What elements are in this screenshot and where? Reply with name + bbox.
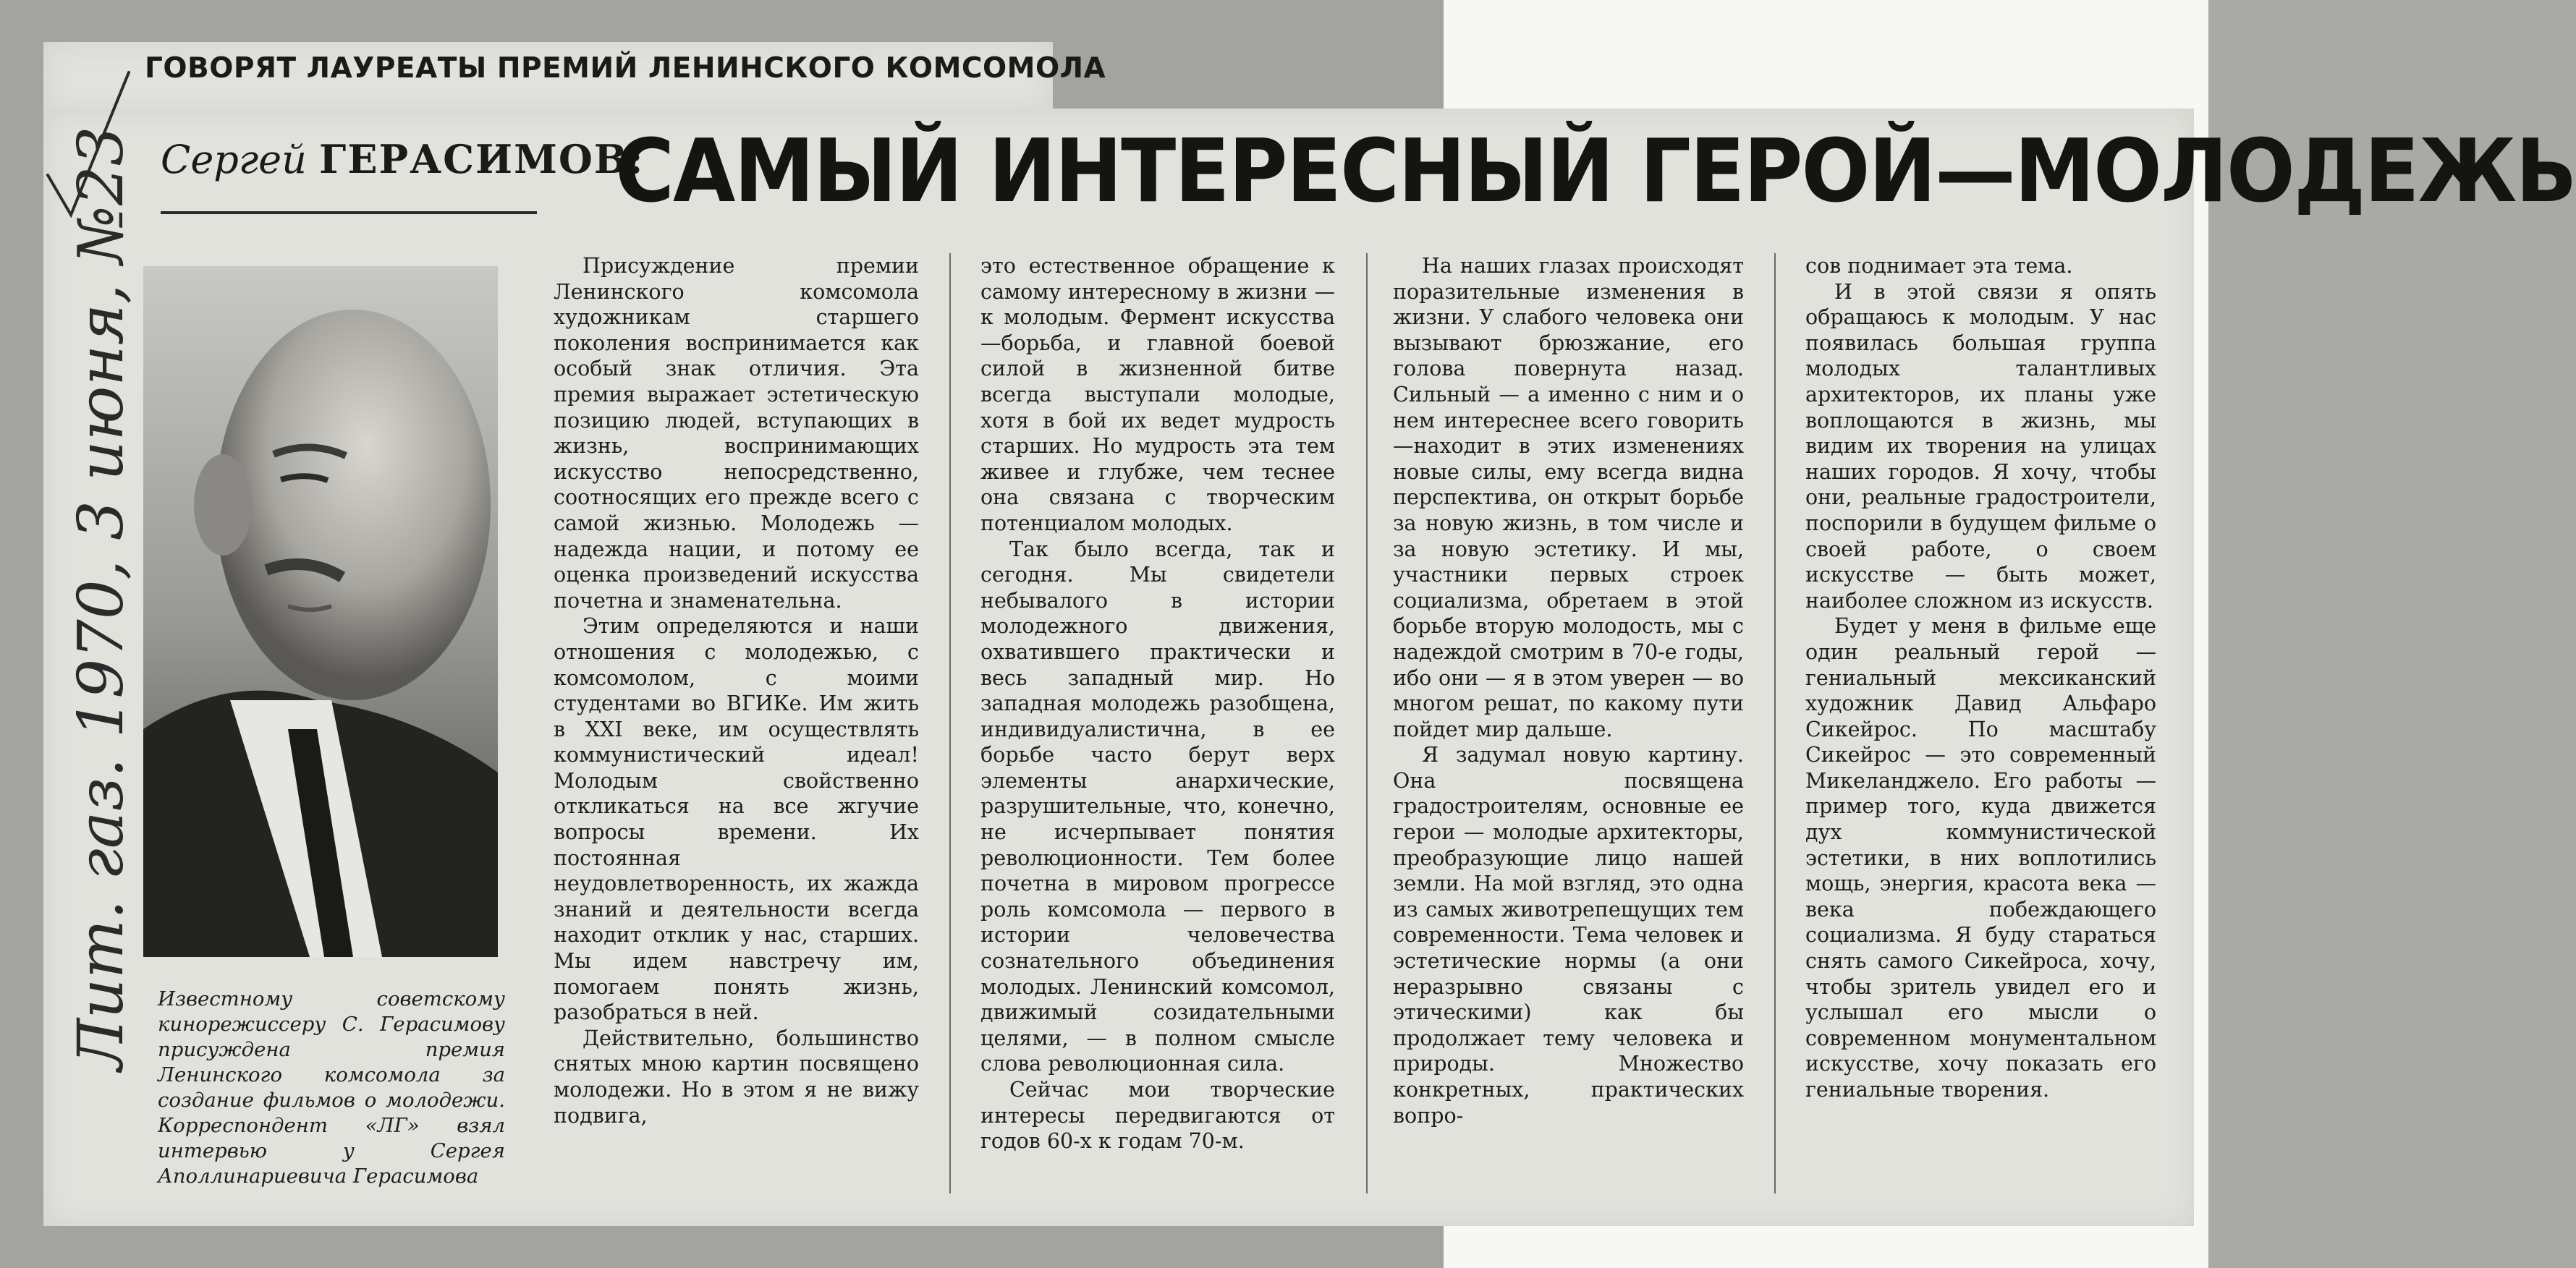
photo-caption: Известному советскому кинорежиссеру С. Герасимову присуждена премия Ленинского комсомола за создание фильмов о молодежи. Корреспондент «ЛГ» взял интервью у Сергея Аполлинариевича Герасимова [158, 987, 505, 1188]
article-headline: САМЫЙ ИНТЕРЕСНЫЙ ГЕРОЙ—МОЛОДЕЖЬ [615, 122, 2576, 222]
paragraph: Будет у меня в фильме еще один реальный герой — гениальный мексиканский художник Давид Альфаро Сикейрос. По масштабу Сикейрос — это современный Микеланджело. Его работы — пример того, куда движется дух коммунистической эстетики, в них воплотились мощь, энергия, красота века — века побеждающего социализма. Я буду стараться снять самого Сикейроса, хочу, чтобы зритель увидел его и услышал его мысли о современном монументальном искусстве, хочу показать его гениальные творения. [1805, 614, 2156, 1102]
handwritten-annotation: Лит. газ. 1970, 3 июня, №23 [65, 126, 137, 1071]
paragraph: Этим определяются и наши отношения с молодежью, с комсомолом, с моими студентами во ВГИКе. Им жить в XXI веке, им осуществлять коммунистический идеал! Молодым свойственно откликаться на все жгучие вопросы времени. Их постоянная неудовлетворенность, их жажда знаний и деятельности всегда находит отклик у нас, старших. Мы идем навстречу им, помогаем понять жизнь, разобраться в ней. [554, 614, 919, 1025]
column-divider [1366, 253, 1368, 1193]
paragraph: сов поднимает эта тема. [1805, 254, 2073, 278]
column-divider [949, 253, 951, 1193]
paragraph: Действительно, большинство снятых мною картин посвящено молодежи. Но в этом я не вижу подвига, [554, 1026, 919, 1128]
portrait-photo [143, 266, 498, 957]
article-column-4 [1805, 253, 2156, 1103]
author-surname: ГЕРАСИМОВ: [319, 136, 645, 182]
author-underline [161, 211, 537, 214]
paragraph: Сейчас мои творческие интересы передвигаются от годов 60-х к годам 70-м. [980, 1078, 1335, 1154]
paragraph: Присуждение премии Ленинского комсомола художникам старшего поколения воспринимается как особый знак отличия. Эта премия выражает эстетическую позицию людей, вступающих в жизнь, воспринимающих искусство непосредственно, соотносящих его прежде всего с самой жизнью. Молодежь — надежда нации, и потому ее оценка произведений искусства почетна и знаменательна. [554, 254, 919, 613]
paragraph: Так было всегда, так и сегодня. Мы свидетели небывалого в истории молодежного движения, охватившего практически и весь западный мир. Но западная молодежь разобщена, индивидуалистична, в ее борьбе часто берут верх элементы анархические, разрушительные, что, конечно, не исчерпывает понятия революционности. Тем более почетна в мировом прогрессе роль комсомола — первого в истории человечества сознательного объединения молодых. Ленинский комсомол, движимый созидательными целями, — в полном смысле слова революционная сила. [980, 537, 1335, 1076]
paragraph: это естественное обращение к самому интересному в жизни — к молодым. Фермент искусства—борьба, и главной боевой силой в жизненной битве всегда выступали молодые, хотя в бой их ведет мудрость старших. Но мудрость эта тем живее и глубже, чем теснее она связана с творческим потенциалом молодых. [980, 254, 1335, 535]
paragraph: Я задумал новую картину. Она посвящена градостроителям, основные ее герои — молодые архитекторы, преобразующие лицо нашей земли. На мой взгляд, это одна из самых животрепещущих тем современности. Тема человек и эстетические нормы (а они неразрывно связаны с этическими) как бы продолжает тему человека и природы. Множество конкретных, практических вопро- [1393, 743, 1744, 1128]
paragraph: На наших глазах происходят поразительные изменения в жизни. У слабого человека они вызывают брюзжание, его голова повернута назад. Сильный — а именно с ним и о нем интереснее всего говорить—находит в этих изменениях новые силы, ему всегда видна перспектива, он открыт борьбе за новую жизнь, в том числе и за новую эстетику. И мы, участники первых строек социализма, обретаем в этой борьбе вторую молодость, мы с надеждой смотрим в 70-е годы, ибо они — я в этом уверен — во многом решат, по какому пути пойдет мир дальше. [1393, 254, 1744, 741]
rubric-heading: ГОВОРЯТ ЛАУРЕАТЫ ПРЕМИЙ ЛЕНИНСКОГО КОМСОМОЛА [145, 52, 1106, 85]
article-column-1 [554, 253, 919, 1128]
author-name [161, 136, 644, 182]
article-column-3 [1393, 253, 1744, 1128]
author-first-name: Сергей [161, 137, 307, 182]
article-column-2 [980, 253, 1335, 1154]
paragraph: И в этой связи я опять обращаюсь к молодым. У нас появилась большая группа молодых талантливых архитекторов, их планы уже воплощаются в жизнь, мы видим их творения на улицах наших городов. Я хочу, чтобы они, реальные градостроители, поспорили в будущем фильме о своей работе, о своем искусстве — быть может, наиболее сложном из искусств. [1805, 279, 2156, 613]
column-divider [1774, 253, 1776, 1193]
